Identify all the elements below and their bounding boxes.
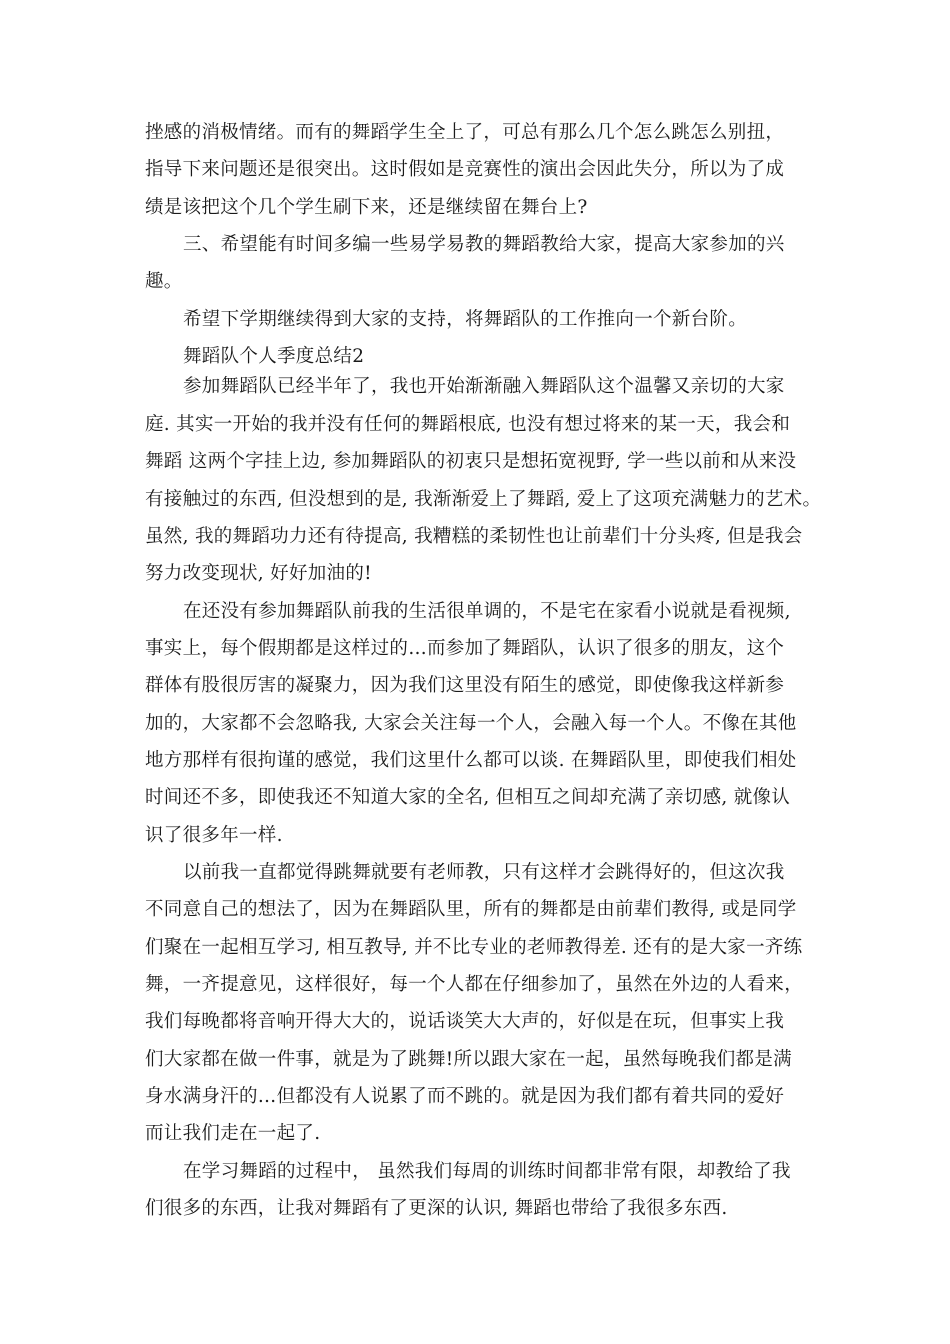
- text-line: 努力改变现状, 好好加油的!: [145, 563, 372, 584]
- text-line: 加的，大家都不会忽略我, 大家会关注每一个人，会融入每一个人。不像在其他: [145, 713, 797, 734]
- text-line: 不同意自己的想法了，因为在舞蹈队里，所有的舞都是由前辈们教得, 或是同学: [145, 899, 797, 920]
- text-line: 希望下学期继续得到大家的支持，将舞蹈队的工作推向一个新台阶。: [183, 309, 748, 330]
- text-line: 以前我一直都觉得跳舞就要有老师教，只有这样才会跳得好的，但这次我: [183, 862, 785, 883]
- text-line: 挫感的消极情绪。而有的舞蹈学生全上了，可总有那么几个怎么跳怎么别扭，: [145, 122, 785, 143]
- text-line: 地方那样有很拘谨的感觉，我们这里什么都可以谈. 在舞蹈队里，即使我们相处: [145, 750, 797, 771]
- text-line: 舞，一齐提意见，这样很好，每一个人都在仔细参加了，虽然在外边的人看来，: [145, 974, 804, 995]
- text-line: 虽然, 我的舞蹈功力还有待提高, 我糟糕的柔韧性也让前辈们十分头疼, 但是我会: [145, 526, 803, 547]
- section-heading: 舞蹈队个人季度总结2: [183, 346, 365, 367]
- text-line: 们很多的东西，让我对舞蹈有了更深的认识, 舞蹈也带给了我很多东西.: [145, 1198, 728, 1219]
- text-line: 参加舞蹈队已经半年了，我也开始渐渐融入舞蹈队这个温馨又亲切的大家: [183, 376, 785, 397]
- text-line: 舞蹈 这两个字挂上边, 参加舞蹈队的初衷只是想拓宽视野, 学一些以前和从来没: [145, 451, 797, 472]
- text-line: 们聚在一起相互学习, 相互教导, 并不比专业的老师教得差. 还有的是大家一齐练: [145, 937, 803, 958]
- text-line: 指导下来问题还是很突出。这时假如是竞赛性的演出会因此失分，所以为了成: [145, 159, 785, 180]
- text-line: 趣。: [145, 271, 183, 292]
- text-line: 时间还不多，即使我还不知道大家的全名, 但相互之间却充满了亲切感, 就像认: [145, 787, 791, 808]
- text-line: 们大家都在做一件事，就是为了跳舞!所以跟大家在一起，虽然每晚我们都是满: [145, 1049, 792, 1070]
- text-line: 识了很多年一样.: [145, 825, 283, 846]
- text-line: 庭. 其实一开始的我并没有任何的舞蹈根底, 也没有想过将来的某一天，我会和: [145, 414, 791, 435]
- text-line: 群体有股很厉害的凝聚力，因为我们这里没有陌生的感觉，即使像我这样新参: [145, 675, 785, 696]
- text-line: 而让我们走在一起了.: [145, 1123, 321, 1144]
- text-line: 在还没有参加舞蹈队前我的生活很单调的，不是宅在家看小说就是看视频,: [183, 601, 791, 622]
- text-line: 事实上，每个假期都是这样过的…而参加了舞蹈队，认识了很多的朋友，这个: [145, 638, 785, 659]
- text-line: 有接触过的东西, 但没想到的是, 我渐渐爱上了舞蹈, 爱上了这项充满魅力的艺术。: [145, 489, 822, 510]
- text-line: 身水满身汗的…但都没有人说累了而不跳的。就是因为我们都有着共同的爱好: [145, 1086, 785, 1107]
- text-line: 在学习舞蹈的过程中， 虽然我们每周的训练时间都非常有限，却教给了我: [183, 1161, 791, 1182]
- text-line: 我们每晚都将音响开得大大的，说话谈笑大大声的，好似是在玩，但事实上我: [145, 1011, 785, 1032]
- text-line: 三、希望能有时间多编一些易学易教的舞蹈教给大家，提高大家参加的兴: [183, 234, 785, 255]
- text-line: 绩是该把这个几个学生刷下来，还是继续留在舞台上?: [145, 197, 588, 218]
